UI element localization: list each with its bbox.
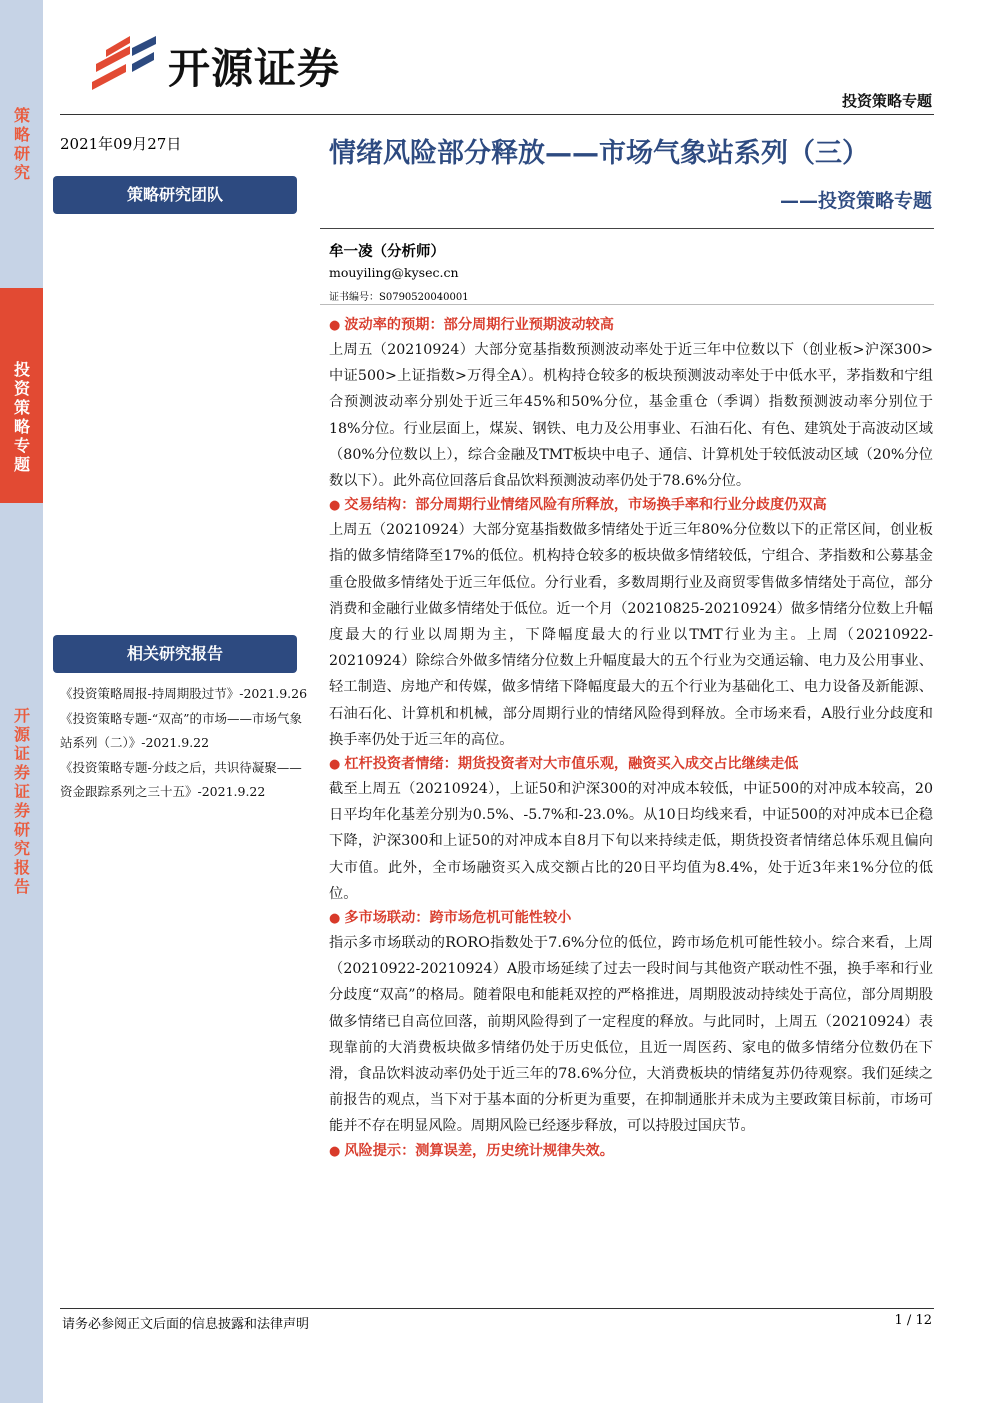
analyst-name: 牟一凌（分析师） — [329, 244, 445, 260]
bullet-icon: ● — [329, 318, 341, 333]
analyst-cert: 证书编号：S0790520040001 — [329, 292, 469, 303]
company-logo — [88, 30, 388, 93]
related-report-item[interactable]: 《投资策略专题-分歧之后，共识待凝聚——资金跟踪系列之三十五》-2021.9.22 — [60, 759, 302, 799]
related-report-item[interactable]: 《投资策略专题-“双高”的市场——市场气象站系列（二）》-2021.9.22 — [60, 710, 303, 750]
title-divider — [320, 228, 934, 229]
report-type-label: 投资策略专题 — [841, 92, 932, 110]
section-heading: ● 杠杆投资者情绪：期货投资者对大市值乐观，融资买入成交占比继续走低 — [329, 756, 799, 773]
section-paragraph: 上周五（20210924）大部分宽基指数预测波动率处于近三年中位数以下（创业板>沪深300>中证500>上证指数>万得全A）。机构持仓较多的板块预测波动率处于中低水平，茅指数和宁组合预测波动率分别处于近三年45%和50%分位，基金重仓（季调）指数预测波动率分别位于18%分位。行业层面上，煤炭、钢铁、电力及公用事业、石油石化、有色、建筑处于高波动区域（80%分位数以上），综合金融及TMT板块中电子、通信、计算机处于较低波动区域（20%分位数以下）。此外高位回落后食品饮料预测波动率仍处于78.6%分位。 — [329, 342, 933, 490]
report-body — [329, 314, 933, 1163]
section-heading: ● 波动率的预期：部分周期行业预期波动较高 — [329, 317, 614, 333]
sidebar-label-top: 策略研究 — [13, 106, 30, 182]
sidebar-bottom-band — [0, 503, 43, 1403]
bullet-icon: ● — [329, 911, 341, 927]
logo-text: 开源证券 — [168, 44, 341, 93]
related-reports-list — [60, 682, 310, 805]
footer-divider — [60, 1308, 934, 1309]
bullet-icon: ● — [329, 757, 341, 773]
section-paragraph: 上周五（20210924）大部分宽基指数做多情绪处于近三年80%分位数以下的正常区间，创业板指的做多情绪降至17%的低位。机构持仓较多的板块做多情绪较低，宁组合、茅指数和公募基金重仓股做多情绪处于近三年低位。分行业看，多数周期行业及商贸零售做多情绪处于高位，部分消费和金融行业做多情绪处于低位。近一个月（20210825-20210924）做多情绪分位数上升幅度最大的行业以周期为主，下降幅度最大的行业以TMT行业为主。上周（20210922-20210924）除综合外做多情绪分位数上升幅度最大的五个行业为交通运输、电力及公用事业、轻工制造、房地产和传媒，做多情绪下降幅度最大的五个行业为基础化工、电力设备及新能源、石油石化、计算机和机械，部分周期行业的情绪风险得到释放。全市场来看，A股行业分歧度和换手率仍处于近三年的高位。 — [329, 522, 933, 748]
analyst-email[interactable]: mouyiling@kysec.cn — [329, 265, 459, 280]
section-heading: ● 交易结构：部分周期行业情绪风险有所释放，市场换手率和行业分歧度仍双高 — [329, 497, 827, 514]
risk-warning: ● 风险提示：测算误差，历史统计规律失效。 — [329, 1142, 614, 1159]
related-report-item[interactable]: 《投资策略周报-持周期股过节》-2021.9.26 — [60, 686, 308, 701]
bullet-icon: ● — [329, 498, 341, 514]
report-date: 2021年09月27日 — [60, 135, 182, 153]
header-divider — [60, 114, 934, 115]
report-title: 情绪风险部分释放——市场气象站系列（三） — [329, 138, 869, 169]
section-paragraph: 指示多市场联动的RORO指数处于7.6%分位的低位，跨市场危机可能性较小。综合来看，上周（20210922-20210924）A股市场延续了过去一段时间与其他资产联动性不强，换手率和行业分歧度“双高”的格局。随着限电和能耗双控的严格推进，周期股波动持续处于高位，部分周期股做多情绪已自高位回落，前期风险得到了一定程度的释放。与此同时，上周五（20210924）表现靠前的大消费板块做多情绪仍处于历史低位，且近一周医药、家电的做多情绪分位数仍在下滑，食品饮料波动率仍处于近三年的78.6%分位，大消费板块的情绪复苏仍待观察。我们延续之前报告的观点，当下对于基本面的分析更为重要，在抑制通胀并未成为主要政策目标前，市场可能并不存在明显风险。周期风险已经逐步释放，可以持股过国庆节。 — [329, 935, 933, 1135]
logo-mark-icon — [88, 30, 160, 90]
bullet-icon: ● — [329, 1143, 341, 1159]
section-heading: ● 多市场联动：跨市场危机可能性较小 — [329, 910, 572, 927]
related-reports-banner: 相关研究报告 — [53, 635, 297, 673]
page-number: 1 / 12 — [894, 1313, 932, 1328]
team-banner: 策略研究团队 — [53, 176, 297, 214]
footer-disclaimer: 请务必参阅正文后面的信息披露和法律声明 — [62, 1317, 310, 1332]
sidebar-label-mid: 投资策略专题 — [13, 360, 30, 474]
report-subtitle: ——投资策略专题 — [779, 190, 932, 212]
analyst-divider — [320, 304, 934, 305]
section-paragraph: 截至上周五（20210924），上证50和沪深300的对冲成本较低，中证500的对冲成本较高，20日平均年化基差分别为0.5%、-5.7%和-23.0%。从10日均线来看，中证500的对冲成本已企稳下降，沪深300和上证50的对冲成本自8月下旬以来持续走低，期货投资者情绪总体乐观且偏向大市值。此外，全市场融资买入成交额占比的20日平均值为8.4%，处于近3年来1%分位的低位。 — [329, 781, 933, 902]
sidebar-label-bottom: 开源证券 证券研究报告 — [13, 706, 30, 896]
